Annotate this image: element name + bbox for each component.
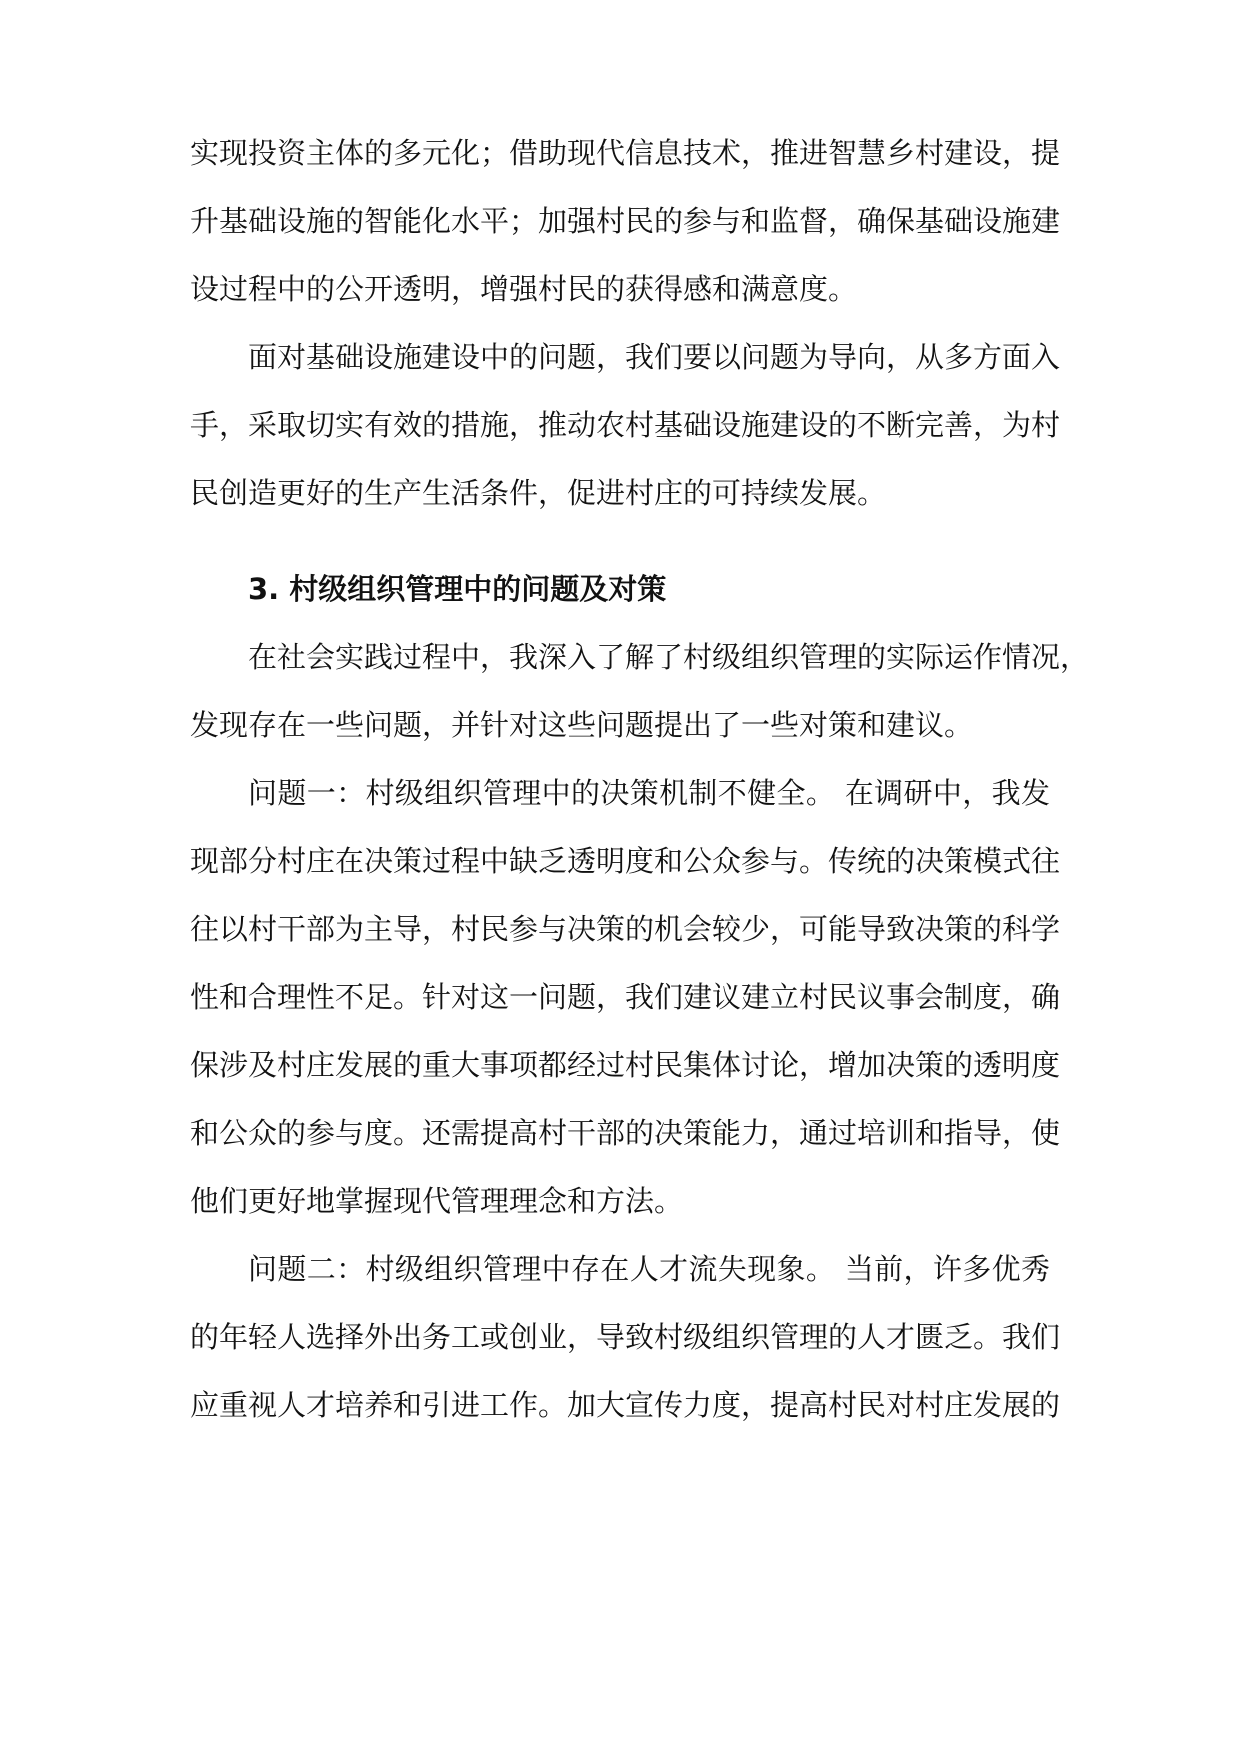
- paragraph-line: 设过程中的公开透明，增强村民的获得感和满意度。: [190, 272, 858, 306]
- paragraph-line: 问题二：村级组织管理中存在人才流失现象。 当前，许多优秀: [248, 1252, 1050, 1286]
- section-heading: 3. 村级组织管理中的问题及对策: [248, 572, 667, 606]
- paragraph-line: 往以村干部为主导，村民参与决策的机会较少，可能导致决策的科学: [190, 912, 1061, 946]
- document-page: [190, 0, 1090, 1754]
- paragraph-line: 在社会实践过程中，我深入了解了村级组织管理的实际运作情况，: [248, 640, 1090, 674]
- paragraph-line: 现部分村庄在决策过程中缺乏透明度和公众参与。传统的决策模式往: [190, 844, 1061, 878]
- paragraph-line: 实现投资主体的多元化；借助现代信息技术，推进智慧乡村建设，提: [190, 136, 1061, 170]
- paragraph-line: 的年轻人选择外出务工或创业，导致村级组织管理的人才匮乏。我们: [190, 1320, 1061, 1354]
- paragraph-line: 应重视人才培养和引进工作。加大宣传力度，提高村民对村庄发展的: [190, 1388, 1061, 1422]
- paragraph-line: 和公众的参与度。还需提高村干部的决策能力，通过培训和指导，使: [190, 1116, 1061, 1150]
- paragraph-line: 升基础设施的智能化水平；加强村民的参与和监督，确保基础设施建: [190, 204, 1061, 238]
- paragraph-line: 手，采取切实有效的措施，推动农村基础设施建设的不断完善，为村: [190, 408, 1061, 442]
- paragraph-line: 性和合理性不足。针对这一问题，我们建议建立村民议事会制度，确: [190, 980, 1061, 1014]
- paragraph-line: 发现存在一些问题，并针对这些问题提出了一些对策和建议。: [190, 708, 974, 742]
- paragraph-line: 他们更好地掌握现代管理理念和方法。: [190, 1184, 684, 1218]
- paragraph-line: 面对基础设施建设中的问题，我们要以问题为导向，从多方面入: [248, 340, 1061, 374]
- paragraph-line: 问题一：村级组织管理中的决策机制不健全。 在调研中，我发: [248, 776, 1050, 810]
- paragraph-line: 民创造更好的生产生活条件，促进村庄的可持续发展。: [190, 476, 887, 510]
- paragraph-line: 保涉及村庄发展的重大事项都经过村民集体讨论，增加决策的透明度: [190, 1048, 1061, 1082]
